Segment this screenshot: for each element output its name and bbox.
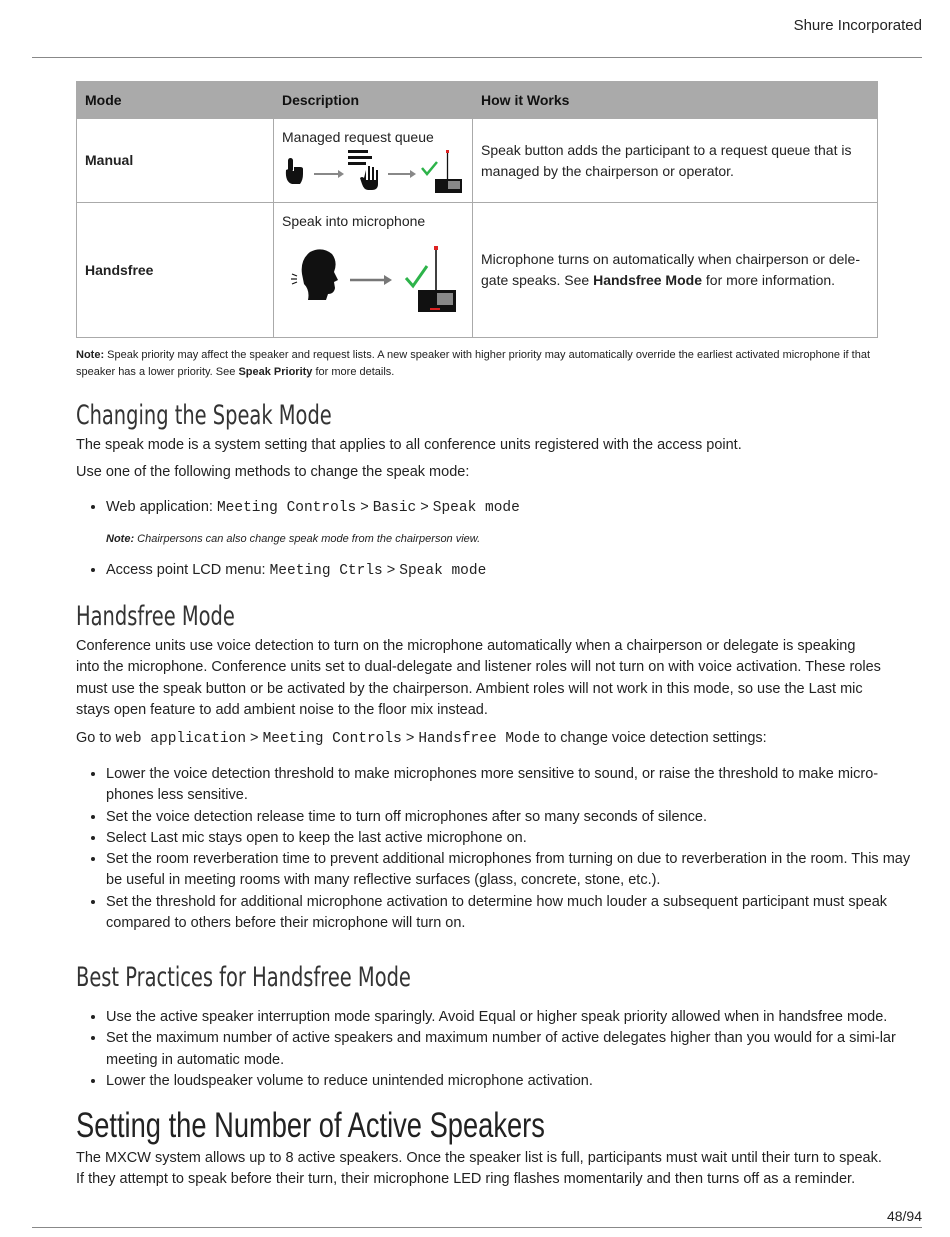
note-label: Note: bbox=[76, 349, 105, 361]
mode-handsfree: Handsfree bbox=[77, 203, 274, 338]
desc-handsfree-text: Speak into microphone bbox=[282, 213, 426, 229]
paragraph: The speak mode is a system setting that applies to all conference units registered with the access point. bbox=[76, 437, 742, 453]
how-handsfree-text: Microphone turns on automatically when chairperson or dele-gate speaks. See bbox=[481, 251, 860, 288]
desc-handsfree bbox=[274, 203, 473, 338]
speak-priority-link: Speak Priority bbox=[238, 366, 313, 378]
section-title-handsfree-mode: Handsfree Mode bbox=[76, 601, 235, 632]
list-item: • Web application: Meeting Controls > Basic > Speak mode bbox=[106, 497, 912, 519]
list-item: • Set the room reverberation time to prevent additional microphones from turning on due to reverberation in the room. This may be useful in meeting rooms with many reflective surfaces (glass, concrete, stone, etc.). bbox=[106, 849, 912, 892]
th-how: How it Works bbox=[473, 82, 878, 119]
how-handsfree-text-end: for more information. bbox=[702, 272, 836, 288]
press-hand-icon bbox=[286, 158, 303, 184]
list-item: • Use the active speaker interruption mode sparingly. Avoid Equal or higher speak priority allowed when in handsfree mode. bbox=[106, 1007, 912, 1028]
table-row bbox=[77, 203, 878, 338]
desc-manual-text: Managed request queue bbox=[282, 129, 434, 145]
list-item: • Set the threshold for additional microphone activation to determine how much louder a subsequent participant must speak compared to others before their microphone will turn on. bbox=[106, 892, 912, 935]
desc-manual bbox=[274, 119, 473, 203]
th-description: Description bbox=[274, 82, 473, 119]
handsfree-mode-link: Handsfree Mode bbox=[593, 272, 702, 288]
check-icon bbox=[406, 266, 427, 286]
how-handsfree bbox=[473, 203, 878, 338]
table-header-row bbox=[77, 82, 878, 119]
speak-mode-table bbox=[76, 81, 878, 338]
arrow-icon bbox=[388, 170, 416, 178]
chairperson-note: Note: Chairpersons can also change speak mode from the chairperson view. bbox=[106, 533, 481, 545]
check-icon bbox=[422, 162, 437, 174]
bullet-list bbox=[76, 764, 912, 934]
paragraph: Use one of the following methods to change the speak mode: bbox=[76, 464, 470, 480]
bullet-list bbox=[76, 497, 912, 519]
list-item: • Set the voice detection release time to turn off microphones after so many seconds of silence. bbox=[106, 807, 912, 828]
page-number: 48/94 bbox=[886, 1208, 922, 1224]
footer-rule bbox=[32, 1227, 922, 1228]
th-mode: Mode bbox=[77, 82, 274, 119]
paragraph: Go to web application > Meeting Controls > Handsfree Mode to change voice detection settings: bbox=[76, 730, 767, 747]
paragraph: The MXCW system allows up to 8 active speakers. Once the speaker list is full, participants must wait until their turn to speak. If they attempt to speak before their turn, their microphone LED ring flashes momentarily and then turns off as a reminder. bbox=[76, 1150, 882, 1188]
mode-manual: Manual bbox=[77, 119, 274, 203]
bullet-list bbox=[76, 560, 912, 582]
note-text: Speak priority may affect the speaker and request lists. A new speaker with higher priority may automatically override the earliest activated microphone if that speaker has a lower priority. See bbox=[76, 349, 871, 378]
priority-note bbox=[76, 347, 880, 381]
manual-queue-icon bbox=[282, 150, 464, 194]
section-title-best-practices: Best Practices for Handsfree Mode bbox=[76, 962, 411, 993]
arrow-icon bbox=[314, 170, 344, 178]
paragraph: Conference units use voice detection to turn on the microphone automatically when a chairperson or delegate is speaking into the microphone. Conference units set to dual-delegate and listener roles will not turn on with voice activation. These roles must use the speak button or be activated by the chairperson. Ambient roles will not work in this mode, so use the Last mic stays open feature to add ambient noise to the floor mix instead. bbox=[76, 638, 881, 718]
table-row bbox=[77, 119, 878, 203]
request-list-icon bbox=[348, 150, 378, 190]
note-text-end: for more details. bbox=[312, 366, 395, 378]
list-item: • Lower the loudspeaker volume to reduce unintended microphone activation. bbox=[106, 1071, 912, 1092]
bullet-list bbox=[76, 1007, 912, 1092]
conference-unit-icon bbox=[435, 150, 462, 193]
arrow-icon bbox=[350, 275, 392, 285]
handsfree-icon bbox=[282, 240, 460, 312]
how-manual: Speak button adds the participant to a request queue that is managed by the chairperson or operator. bbox=[473, 119, 878, 203]
speaking-head-icon bbox=[291, 249, 338, 300]
section-title-changing-speak-mode: Changing the Speak Mode bbox=[76, 400, 332, 431]
list-item: • Access point LCD menu: Meeting Ctrls > Speak mode bbox=[106, 560, 912, 582]
list-item: • Lower the voice detection threshold to make microphones more sensitive to sound, or raise the threshold to make micro-phones less sensitive. bbox=[106, 764, 912, 807]
header-company: Shure Incorporated bbox=[793, 17, 922, 34]
conference-unit-icon bbox=[418, 246, 456, 312]
list-item: • Set the maximum number of active speakers and maximum number of active delegates higher than you would for a simi-lar meeting in automatic mode. bbox=[106, 1028, 912, 1071]
header-rule bbox=[32, 57, 922, 58]
section-title-active-speakers: Setting the Number of Active Speakers bbox=[76, 1106, 545, 1145]
list-item: • Select Last mic stays open to keep the last active microphone on. bbox=[106, 828, 912, 849]
